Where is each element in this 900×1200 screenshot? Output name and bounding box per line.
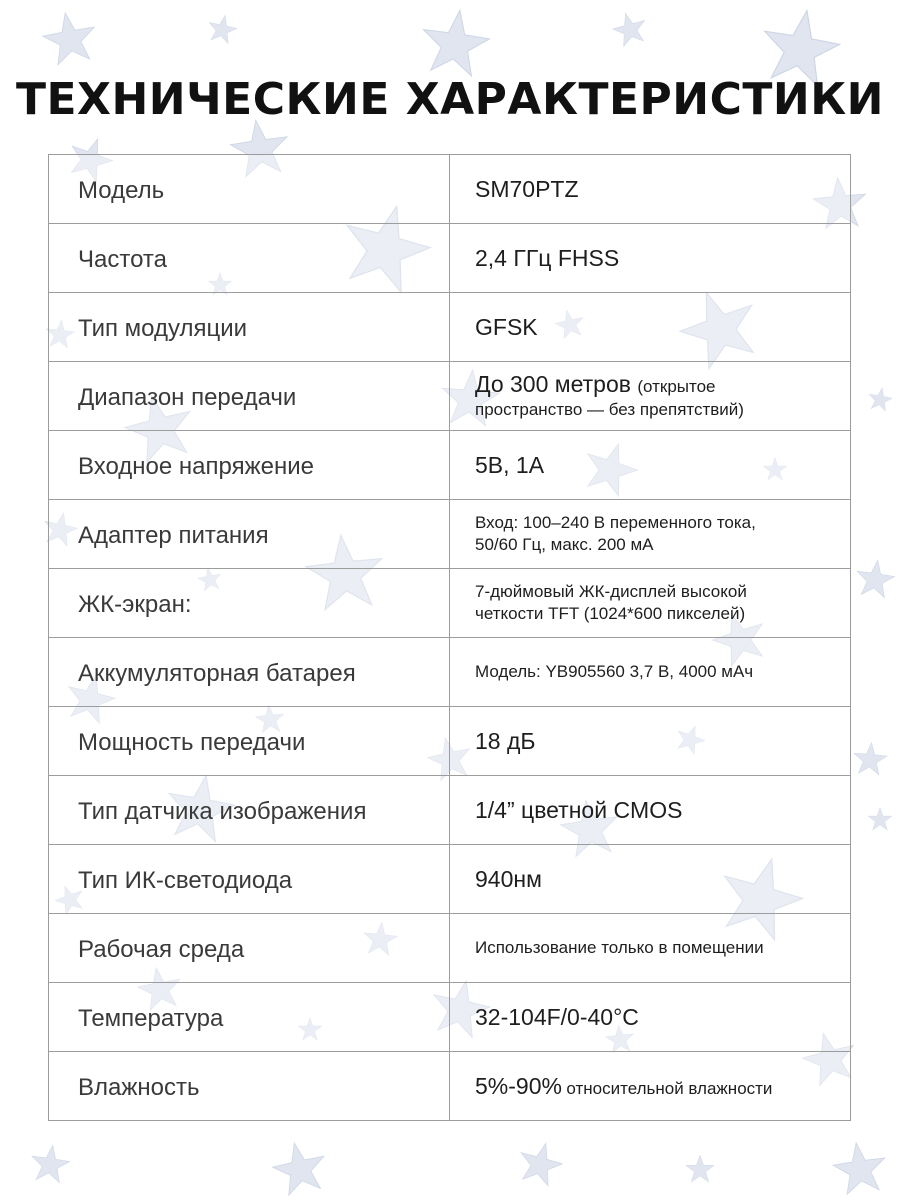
row-value-main: 5%-90% — [475, 1072, 562, 1099]
row-label: Тип ИК-светодиода — [49, 845, 450, 914]
table-row — [49, 155, 851, 224]
star-decor-icon — [854, 558, 897, 599]
row-label: Температура — [49, 983, 450, 1052]
row-label: Входное напряжение — [49, 431, 450, 500]
row-label: Аккумуляторная батарея — [49, 638, 450, 707]
star-decor-icon — [852, 741, 888, 775]
table-row — [49, 431, 851, 500]
star-decor-icon — [868, 808, 892, 831]
row-value: GFSK — [450, 293, 851, 362]
table-row — [49, 638, 851, 707]
star-decor-icon — [29, 1143, 72, 1184]
table-row — [49, 362, 851, 431]
star-decor-icon — [867, 386, 894, 412]
row-value — [450, 1052, 851, 1121]
row-value: 2,4 ГГц FHSS — [450, 224, 851, 293]
row-label: Рабочая среда — [49, 914, 450, 983]
row-value: Модель: YB905560 3,7 В, 4000 мАч — [450, 638, 851, 707]
row-label: ЖК-экран: — [49, 569, 450, 638]
row-value-main: До 300 метров — [475, 371, 631, 397]
star-decor-icon — [609, 9, 649, 48]
row-value-line1: Вход: 100–240 В переменного тока, — [475, 513, 756, 532]
page-title: ТЕХНИЧЕСКИЕ ХАРАКТЕРИСТИКИ — [15, 74, 884, 125]
table-row — [49, 707, 851, 776]
row-label: Мощность передачи — [49, 707, 450, 776]
table-row — [49, 1052, 851, 1121]
star-decor-icon — [686, 1155, 715, 1182]
star-decor-icon — [206, 12, 240, 44]
star-decor-icon — [515, 1138, 567, 1188]
row-label: Адаптер питания — [49, 500, 450, 569]
table-row — [49, 224, 851, 293]
table-row — [49, 914, 851, 983]
row-value — [450, 500, 851, 569]
row-value-line2: четкости TFT (1024*600 пикселей) — [475, 604, 746, 623]
row-label: Тип модуляции — [49, 293, 450, 362]
row-label: Диапазон передачи — [49, 362, 450, 431]
row-label: Влажность — [49, 1052, 450, 1121]
row-value: 1/4” цветной CMOS — [450, 776, 851, 845]
star-decor-icon — [39, 8, 99, 66]
row-value-note: относительной влажности — [566, 1078, 773, 1098]
row-value-note: (открытое — [637, 377, 716, 396]
table-row — [49, 776, 851, 845]
row-value: 5В, 1А — [450, 431, 851, 500]
table-row — [49, 500, 851, 569]
star-decor-icon — [830, 1139, 889, 1196]
row-value — [450, 362, 851, 431]
row-value: 940нм — [450, 845, 851, 914]
row-value-line2: 50/60 Гц, макс. 200 мА — [475, 535, 654, 554]
star-decor-icon — [418, 6, 493, 78]
row-value: Использование только в помещении — [450, 914, 851, 983]
row-value: 18 дБ — [450, 707, 851, 776]
table-row — [49, 983, 851, 1052]
table-row — [49, 293, 851, 362]
table-row — [49, 845, 851, 914]
row-value: SM70PTZ — [450, 155, 851, 224]
row-value: 32-104F/0-40°C — [450, 983, 851, 1052]
row-label: Модель — [49, 155, 450, 224]
star-decor-icon — [269, 1138, 331, 1198]
row-value-line1: 7-дюймовый ЖК-дисплей высокой — [475, 582, 747, 601]
row-value — [450, 569, 851, 638]
row-value-note-line2: пространство — без препятствий) — [475, 400, 744, 419]
row-label: Частота — [49, 224, 450, 293]
spec-table — [48, 154, 851, 1121]
table-row — [49, 569, 851, 638]
row-label: Тип датчика изображения — [49, 776, 450, 845]
